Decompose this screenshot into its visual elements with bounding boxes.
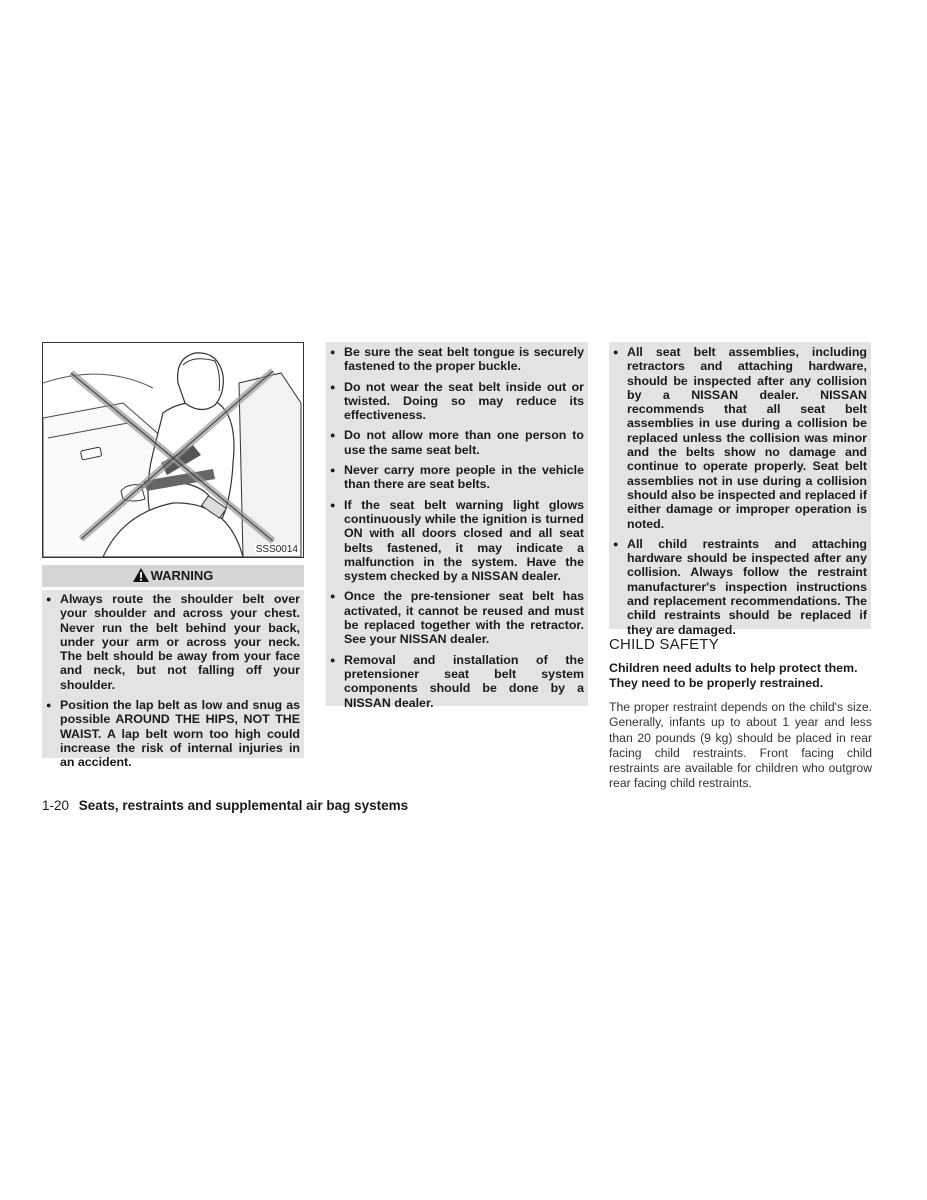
middle-item: ● Never carry more people in the vehicle than there are seat belts. (330, 463, 584, 492)
warning-item: ● Position the lap belt as low and snug as possible AROUND THE HIPS, NOT THE WAIST. A lap belt worn too high could increase the risk of internal injuries in an accident. (46, 698, 300, 769)
page-number: 1-20 (42, 798, 70, 813)
warning-box (42, 590, 304, 770)
incorrect-belt-drawing (43, 343, 303, 557)
middle-item: ● Removal and installation of the pretensioner seat belt system components should be done by a NISSAN dealer. (330, 653, 584, 710)
right-item: ● All seat belt assemblies, including retractors and attaching hardware, should be inspected after any collision by a NISSAN dealer. NISSAN recommends that all seat belt assemblies in use during a collision be replaced unless the collision was minor and the belts show no damage and continue to operate properly. Seat belt assemblies not in use during a collision should also be inspected and replaced if either damage or improper operation is noted. (613, 345, 867, 531)
seat-belt-illustration (42, 342, 304, 558)
right-warning-box (609, 342, 871, 637)
middle-item: ● Be sure the seat belt tongue is securely fastened to the proper buckle. (330, 345, 584, 374)
lead-text: Children need adults to help protect them. They need to be properly restrained. (609, 661, 858, 690)
warning-header (42, 565, 304, 587)
body-text: The proper restraint depends on the child's size. Generally, infants up to about 1 year and less than 20 pounds (9 kg) should be placed in rear facing child restraints. Front facing child restraints are available for children who outgrow rear facing child restraints. (609, 700, 872, 791)
warning-title: WARNING (150, 568, 214, 583)
warning-item: ● Always route the shoulder belt over your shoulder and across your chest. Never run the belt behind your back, under your arm or across your neck. The belt should be away from your face and neck, but not falling off your shoulder. (46, 592, 300, 692)
middle-warning-box (326, 342, 588, 710)
warning-triangle-icon (133, 567, 149, 589)
middle-item: ● Do not allow more than one person to use the same seat belt. (330, 428, 584, 457)
right-item: ● All child restraints and attaching hardware should be inspected after any collision. Always follow the restraint manufacturer's inspection instructions and replacement recommendations. The child restraints should be replaced if they are damaged. (613, 537, 867, 637)
footer-section-title: Seats, restraints and supplemental air bag systems (78, 798, 409, 813)
middle-item: ● Once the pre-tensioner seat belt has activated, it cannot be reused and must be replaced together with the retractor. See your NISSAN dealer. (330, 589, 584, 646)
middle-item: ● Do not wear the seat belt inside out or twisted. Doing so may reduce its effectiveness. (330, 380, 584, 423)
page-footer (42, 798, 408, 813)
figure-id: SSS0014 (255, 544, 298, 555)
middle-item: ● If the seat belt warning light glows continuously while the ignition is turned ON with all doors closed and all seat belts fastened, it may indicate a malfunction in the system. Have the system checked by a NISSAN dealer. (330, 498, 584, 584)
section-title: CHILD SAFETY (609, 636, 719, 653)
